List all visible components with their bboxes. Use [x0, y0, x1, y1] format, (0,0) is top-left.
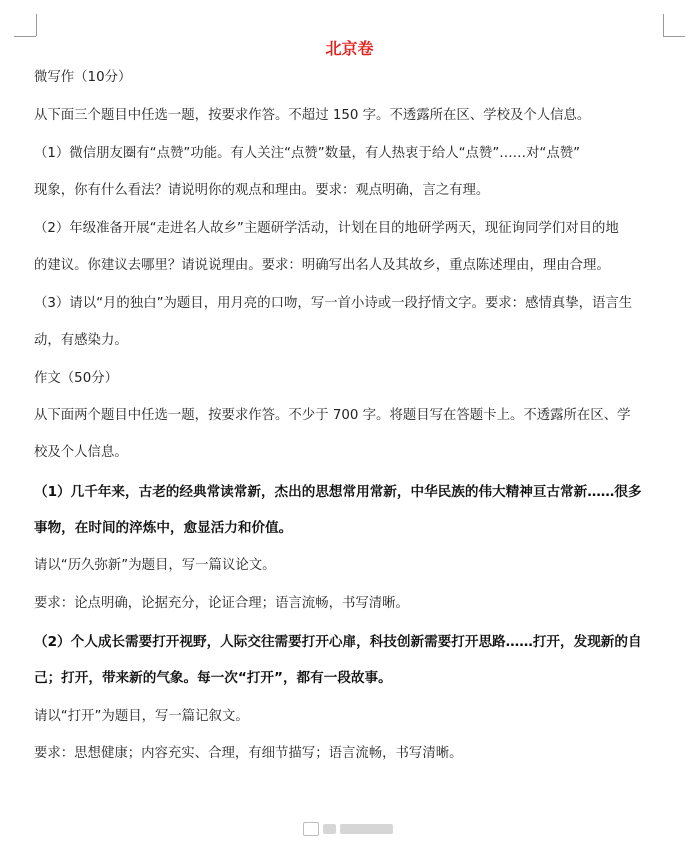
paragraph-line: 要求：论点明确，论据充分，论证合理；语言流畅，书写清晰。: [34, 596, 409, 611]
crop-mark-top-right-vertical: [663, 14, 664, 36]
paragraph-line-bold: 己；打开，带来新的气象。每一次“打开”，都有一段故事。: [34, 670, 392, 686]
paragraph-line: 要求：思想健康；内容充实、合理，有细节描写；语言流畅，书写清晰。: [34, 746, 463, 761]
paragraph-line: 请以“打开”为题目，写一篇记叙文。: [34, 709, 249, 724]
watermark-bar: [323, 824, 337, 834]
paragraph-line: 校及个人信息。: [34, 445, 128, 460]
watermark-icon: [303, 822, 319, 836]
paragraph-line: （3）请以“月的独白”为题目，用月亮的口吻，写一首小诗或一段抒情文字。要求：感情真挚，语言生: [34, 296, 633, 311]
page-title: 北京卷: [325, 39, 374, 58]
paragraph-line-bold: （1）几千年来，古老的经典常读常新，杰出的思想常用常新，中华民族的伟大精神亘古常新……很多: [34, 484, 642, 500]
paragraph-line: 从下面两个题目中任选一题，按要求作答。不少于 700 字。将题目写在答题卡上。不透露所在区、学: [34, 408, 631, 423]
watermark: [303, 822, 393, 836]
paragraph-line: 从下面三个题目中任选一题，按要求作答。不超过 150 字。不透露所在区、学校及个人信息。: [34, 108, 591, 123]
watermark-bar: [340, 824, 393, 834]
paragraph-line-bold: 事物，在时间的淬炼中，愈显活力和价值。: [34, 520, 293, 536]
paragraph-line: 请以“历久弥新”为题目，写一篇议论文。: [34, 558, 276, 573]
paragraph-line: 现象，你有什么看法？请说明你的观点和理由。要求：观点明确，言之有理。: [34, 183, 490, 198]
crop-mark-top-left-vertical: [36, 14, 37, 36]
paragraph-line: （2）年级准备开展“走进名人故乡”主题研学活动，计划在目的地研学两天，现征询同学们对目的地: [34, 221, 619, 236]
paragraph-line-bold: （2）个人成长需要打开视野，人际交往需要打开心扉，科技创新需要打开思路……打开，发现新的自: [34, 634, 642, 650]
paragraph-line: （1）微信朋友圈有“点赞”功能。有人关注“点赞”数量，有人热衷于给人“点赞”……对“点赞”: [34, 146, 581, 161]
paragraph-line: 动，有感染力。: [34, 333, 128, 348]
section-heading-essay: 作文（50分）: [34, 371, 118, 386]
paragraph-line: 的建议。你建议去哪里？请说说理由。要求：明确写出名人及其故乡，重点陈述理由，理由合理。: [34, 258, 610, 273]
section-heading-micro-writing: 微写作（10分）: [34, 70, 132, 85]
